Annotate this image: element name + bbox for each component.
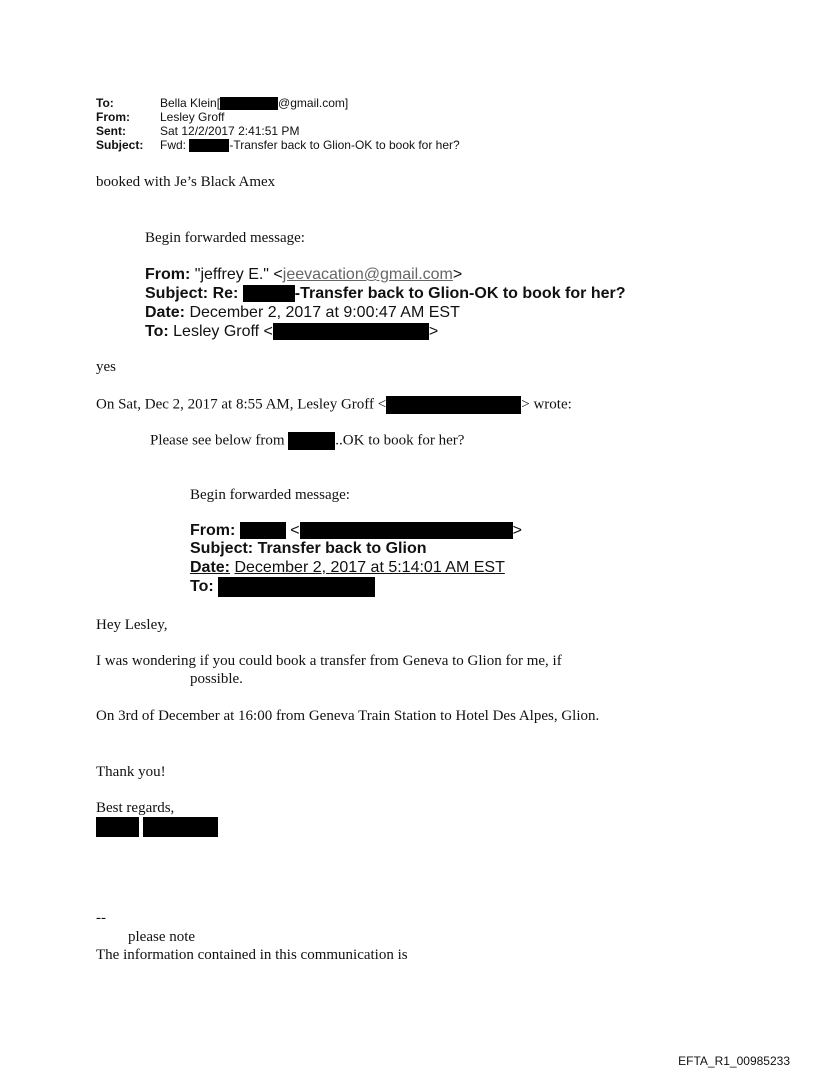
redaction-block bbox=[288, 432, 335, 450]
forward2-to-row bbox=[190, 577, 375, 597]
forward1-from-close: > bbox=[452, 266, 463, 283]
forward2-date-label: Date: bbox=[190, 559, 231, 576]
forward1-to-label: To: bbox=[145, 323, 169, 340]
quote-attribution-suffix: > wrote: bbox=[521, 396, 572, 413]
header-from-label: From: bbox=[96, 110, 130, 124]
header-to-value bbox=[160, 97, 348, 111]
forward1-subject-text: -Transfer back to Glion-OK to book for her? bbox=[294, 285, 626, 302]
signature-redaction bbox=[96, 817, 218, 837]
details-line: On 3rd of December at 16:00 from Geneva Train Station to Hotel Des Alpes, Glion. bbox=[96, 708, 600, 724]
redaction-block bbox=[300, 522, 513, 539]
email-header bbox=[96, 97, 596, 157]
redaction-block bbox=[220, 97, 278, 110]
forward1-subject-label: Subject: Re: bbox=[145, 285, 239, 302]
redaction-block bbox=[218, 577, 375, 597]
redaction-block bbox=[273, 323, 429, 340]
greeting: Hey Lesley, bbox=[96, 617, 168, 633]
footer-note: please note bbox=[128, 929, 196, 945]
forward1-to-close: > bbox=[428, 323, 439, 340]
please-see-line bbox=[150, 432, 464, 450]
forward1-subject-row bbox=[145, 284, 625, 303]
header-to-label: To: bbox=[96, 96, 114, 110]
redaction-block bbox=[143, 817, 218, 837]
forward2-date-value: December 2, 2017 at 5:14:01 AM EST bbox=[234, 559, 505, 576]
forward1-date-label: Date: bbox=[145, 304, 186, 321]
regards-line: Best regards, bbox=[96, 800, 175, 816]
redaction-block bbox=[96, 817, 139, 837]
reply-yes: yes bbox=[96, 359, 116, 375]
forward2-from-row bbox=[190, 522, 522, 540]
header-to-domain: @gmail.com] bbox=[278, 96, 349, 110]
forward1-to-row bbox=[145, 322, 438, 341]
footer-info: The information contained in this communication is bbox=[96, 947, 408, 963]
document-id: EFTA_R1_00985233 bbox=[678, 1054, 790, 1068]
header-sent-label: Sent: bbox=[96, 124, 126, 138]
please-see-prefix: Please see below from bbox=[150, 432, 285, 449]
header-subject-text: -Transfer back to Glion-OK to book for her? bbox=[229, 138, 460, 152]
please-see-suffix: ..OK to book for her? bbox=[335, 432, 465, 449]
redaction-block bbox=[240, 522, 286, 539]
header-subject-label: Subject: bbox=[96, 138, 144, 152]
header-from-value: Lesley Groff bbox=[160, 110, 225, 124]
header-to-name: Bella Klein[ bbox=[160, 96, 221, 110]
forward2-intro: Begin forwarded message: bbox=[190, 487, 350, 503]
header-sent-value: Sat 12/2/2017 2:41:51 PM bbox=[160, 124, 300, 138]
forward1-email-link[interactable]: jeevacation@gmail.com bbox=[282, 266, 453, 283]
forward2-from-lt: < bbox=[290, 522, 300, 539]
quote-attribution bbox=[96, 396, 572, 414]
forward2-headers bbox=[190, 522, 570, 600]
forward1-headers bbox=[145, 265, 665, 345]
header-subject-prefix: Fwd: bbox=[160, 138, 187, 152]
forward1-to-name: Lesley Groff < bbox=[173, 323, 273, 340]
forward2-from-gt: > bbox=[512, 522, 522, 539]
forward2-to-label: To: bbox=[190, 578, 214, 596]
redaction-block bbox=[189, 139, 229, 152]
request-line-cont: possible. bbox=[190, 671, 243, 687]
body-note: booked with Je’s Black Amex bbox=[96, 174, 276, 190]
forward2-from-label: From: bbox=[190, 522, 236, 539]
forward1-from-name: "jeffrey E." < bbox=[194, 266, 283, 283]
redaction-block bbox=[243, 285, 295, 302]
forward2-subject: Subject: Transfer back to Glion bbox=[190, 540, 427, 557]
redaction-block bbox=[386, 396, 521, 414]
forward1-from-row bbox=[145, 265, 462, 284]
forward1-date-row bbox=[145, 303, 460, 322]
thanks-line: Thank you! bbox=[96, 764, 166, 780]
footer-dashes: -- bbox=[96, 910, 106, 926]
request-line: I was wondering if you could book a transfer from Geneva to Glion for me, if bbox=[96, 653, 562, 669]
forward2-subject-row bbox=[190, 540, 427, 558]
quote-attribution-prefix: On Sat, Dec 2, 2017 at 8:55 AM, Lesley Groff < bbox=[96, 396, 387, 413]
forward2-date-row bbox=[190, 559, 505, 577]
forward1-intro: Begin forwarded message: bbox=[145, 230, 305, 246]
forward1-date-value: December 2, 2017 at 9:00:47 AM EST bbox=[189, 304, 460, 321]
forward1-from-label: From: bbox=[145, 266, 191, 283]
header-subject-value bbox=[160, 139, 460, 153]
